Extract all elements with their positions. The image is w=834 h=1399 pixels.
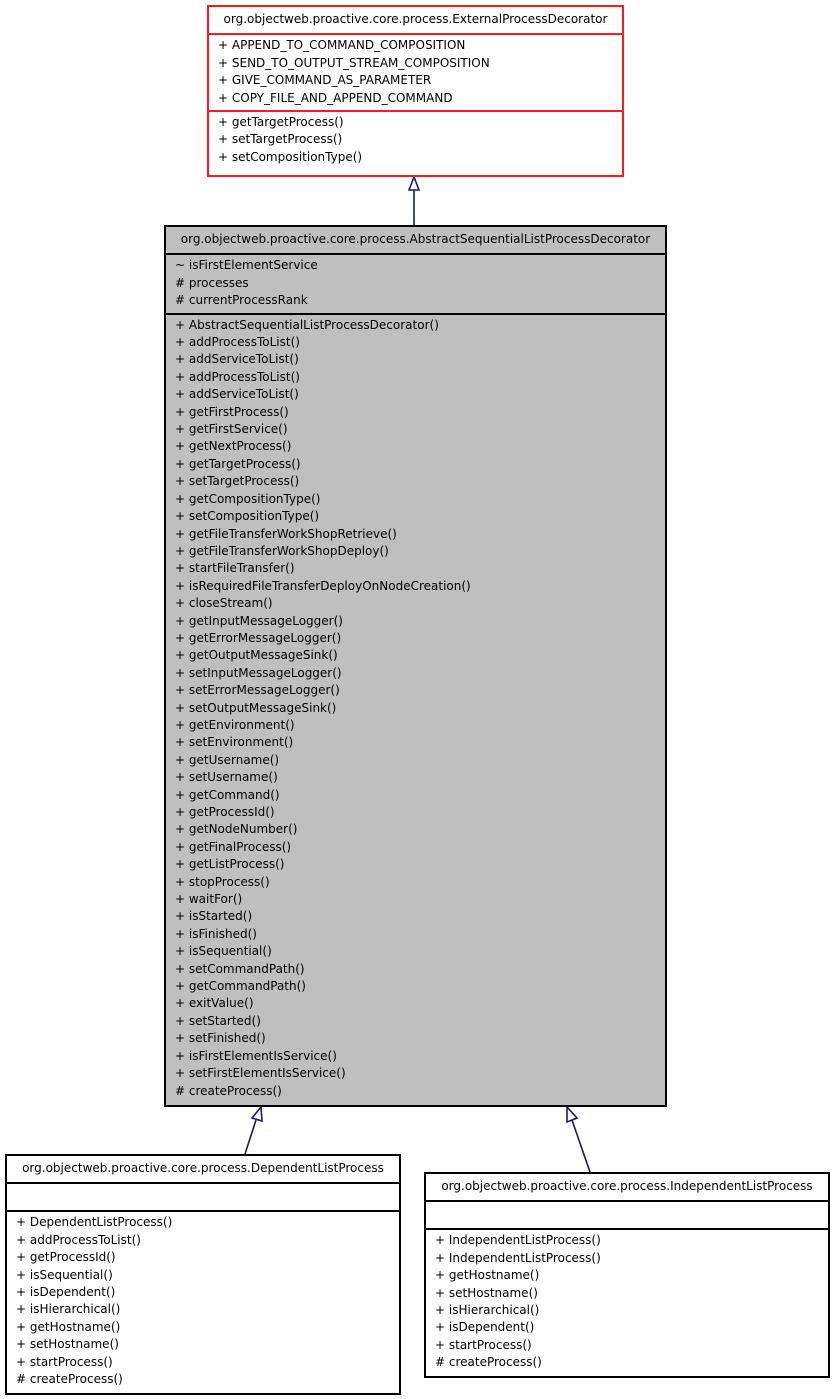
method-item: + setHostname() <box>16 1337 119 1352</box>
method-item: + closeStream() <box>175 596 273 611</box>
method-item: + getErrorMessageLogger() <box>175 630 342 645</box>
method-item: + setEnvironment() <box>175 735 294 750</box>
method-item: + setFirstElementIsService() <box>175 1066 346 1081</box>
attribute-item: + COPY_FILE_AND_APPEND_COMMAND <box>218 90 453 105</box>
method-item: # createProcess() <box>175 1083 282 1098</box>
attributes-section <box>209 35 622 112</box>
method-item: + getNodeNumber() <box>175 822 298 837</box>
inheritance-arrow-icon <box>409 177 419 190</box>
method-item: # createProcess() <box>435 1355 542 1370</box>
attributes-section <box>426 1202 828 1230</box>
method-item: + addServiceToList() <box>175 387 299 402</box>
method-item: + setHostname() <box>435 1285 538 1300</box>
class-dependent-list-process[interactable] <box>5 1154 401 1395</box>
methods-section <box>426 1230 828 1374</box>
method-item: + addProcessToList() <box>175 335 300 350</box>
method-item: + IndependentListProcess() <box>435 1250 601 1265</box>
method-item: + IndependentListProcess() <box>435 1233 601 1248</box>
method-item: + addServiceToList() <box>175 352 299 367</box>
method-item: + setCompositionType() <box>175 509 320 524</box>
method-item: + getOutputMessageSink() <box>175 648 338 663</box>
method-item: + startProcess() <box>435 1337 532 1352</box>
class-independent-list-process[interactable] <box>424 1172 830 1378</box>
method-item: + isFinished() <box>175 926 257 941</box>
method-item: + addProcessToList() <box>175 369 300 384</box>
attribute-item: # processes <box>175 275 249 290</box>
method-item: + getEnvironment() <box>175 717 295 732</box>
methods-section <box>209 112 622 169</box>
method-item: + getProcessId() <box>175 805 275 819</box>
method-item: + getInputMessageLogger() <box>175 613 343 628</box>
method-item: + setStarted() <box>175 1013 261 1028</box>
method-item: + setUsername() <box>175 770 278 785</box>
attribute-item: + APPEND_TO_COMMAND_COMPOSITION <box>218 38 466 53</box>
method-item: + getCompositionType() <box>175 491 321 506</box>
method-item: + getCommandPath() <box>175 979 306 994</box>
method-item: + getFirstProcess() <box>175 404 289 419</box>
method-item: + setCompositionType() <box>218 149 363 164</box>
method-item: + exitValue() <box>175 996 254 1011</box>
method-item: + startFileTransfer() <box>175 561 295 576</box>
method-item: + getHostname() <box>435 1268 540 1283</box>
method-item: + setInputMessageLogger() <box>175 665 342 680</box>
method-item: + getHostname() <box>16 1319 121 1334</box>
edge-dependent-to-abstract <box>245 1120 256 1154</box>
method-item: # createProcess() <box>16 1372 123 1387</box>
method-item: + isSequential() <box>16 1267 113 1282</box>
methods-section <box>7 1212 399 1391</box>
method-item: + isDependent() <box>435 1320 535 1335</box>
method-item: + getTargetProcess() <box>175 456 301 471</box>
method-item: + getProcessId() <box>16 1250 116 1265</box>
methods-section <box>166 315 665 1103</box>
method-item: + getListProcess() <box>175 857 285 872</box>
method-item: + isSequential() <box>175 944 272 959</box>
method-item: + getFinalProcess() <box>175 839 292 854</box>
method-item: + setCommandPath() <box>175 961 305 976</box>
inheritance-arrow-icon <box>252 1107 262 1121</box>
class-external-process-decorator[interactable] <box>207 5 624 177</box>
attribute-item: + GIVE_COMMAND_AS_PARAMETER <box>218 73 432 88</box>
attribute-item: # currentProcessRank <box>175 293 308 308</box>
method-item: + waitFor() <box>175 892 243 907</box>
class-name: org.objectweb.proactive.core.process.AbstractSequentialListProcessDecorator <box>166 227 665 255</box>
method-item: + isFirstElementIsService() <box>175 1048 337 1063</box>
class-name: org.objectweb.proactive.core.process.DependentListProcess <box>7 1156 399 1184</box>
method-item: + isStarted() <box>175 909 253 924</box>
attributes-section <box>166 255 665 314</box>
method-item: + AbstractSequentialListProcessDecorator() <box>175 317 439 332</box>
attribute-item: ~ isFirstElementService <box>175 258 318 273</box>
method-item: + getUsername() <box>175 752 280 767</box>
attribute-item: + SEND_TO_OUTPUT_STREAM_COMPOSITION <box>218 55 490 70</box>
method-item: + isRequiredFileTransferDeployOnNodeCreation() <box>175 578 471 593</box>
method-item: + getNextProcess() <box>175 439 292 454</box>
method-item: + getCommand() <box>175 787 280 802</box>
method-item: + setOutputMessageSink() <box>175 700 337 715</box>
attributes-section <box>7 1184 399 1212</box>
method-item: + isDependent() <box>16 1285 116 1300</box>
method-item: + DependentListProcess() <box>16 1215 173 1230</box>
class-abstract-sequential-list-process-decorator[interactable] <box>164 225 667 1107</box>
class-name: org.objectweb.proactive.core.process.IndependentListProcess <box>426 1174 828 1202</box>
method-item: + setFinished() <box>175 1031 266 1046</box>
method-item: + startProcess() <box>16 1354 113 1369</box>
method-item: + isHierarchical() <box>435 1303 540 1318</box>
method-item: + getFirstService() <box>175 422 288 437</box>
method-item: + addProcessToList() <box>16 1232 141 1247</box>
edge-independent-to-abstract <box>572 1120 590 1172</box>
method-item: + setTargetProcess() <box>175 474 300 489</box>
method-item: + stopProcess() <box>175 874 270 889</box>
method-item: + setErrorMessageLogger() <box>175 683 340 698</box>
method-item: + getTargetProcess() <box>218 115 344 130</box>
method-item: + getFileTransferWorkShopDeploy() <box>175 543 389 558</box>
method-item: + getFileTransferWorkShopRetrieve() <box>175 526 397 541</box>
class-name: org.objectweb.proactive.core.process.ExternalProcessDecorator <box>209 7 622 35</box>
inheritance-arrow-icon <box>567 1107 577 1122</box>
method-item: + isHierarchical() <box>16 1302 121 1317</box>
method-item: + setTargetProcess() <box>218 132 343 147</box>
